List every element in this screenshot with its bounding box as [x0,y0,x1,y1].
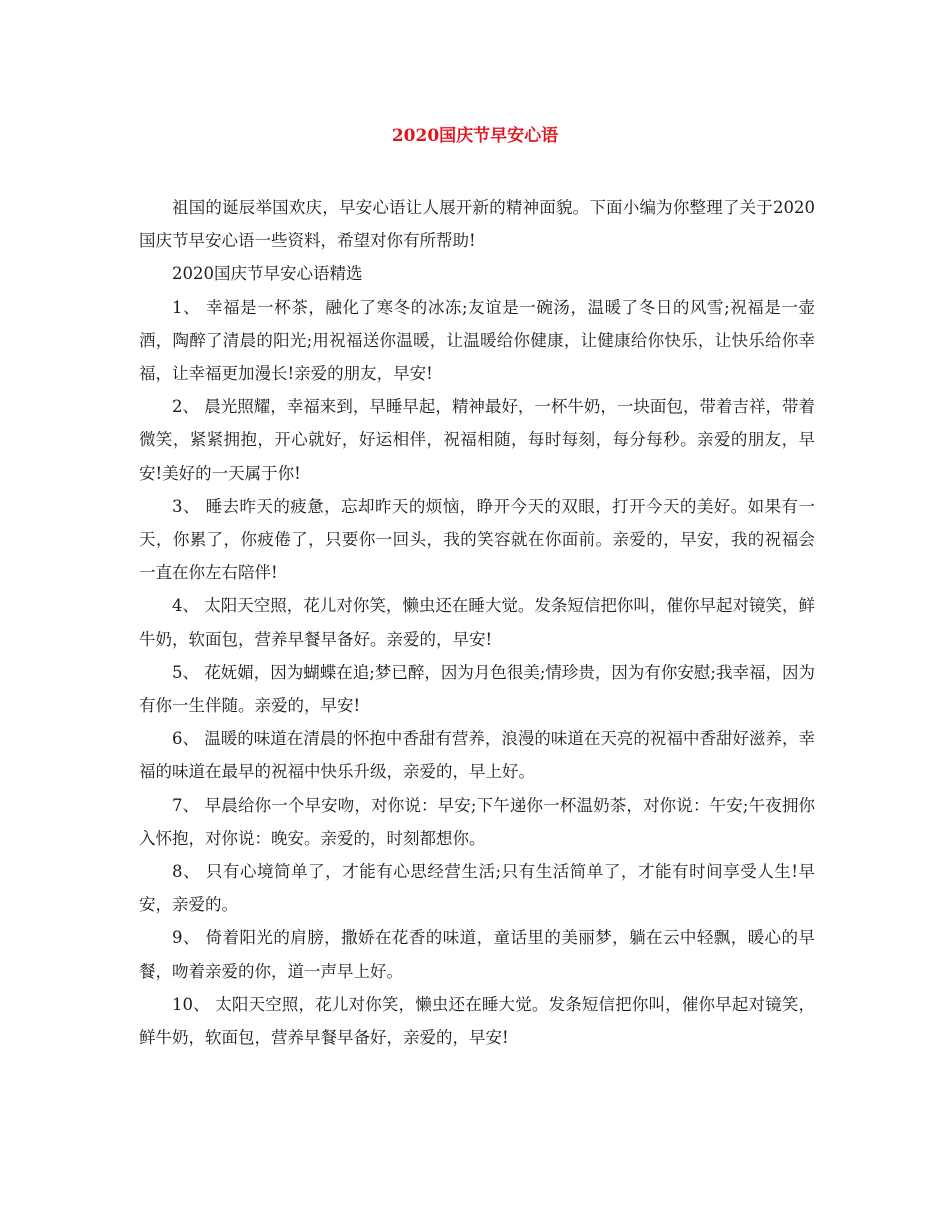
list-item: 4、 太阳天空照，花儿对你笑，懒虫还在睡大觉。发条短信把你叫，催你早起对镜笑，鲜牛奶，软面包，营养早餐早备好。亲爱的，早安! [139,596,815,649]
list-item: 5、 花妩媚，因为蝴蝶在追;梦已醉，因为月色很美;情珍贵，因为有你安慰;我幸福，因为有你一生伴随。亲爱的，早安! [139,662,815,716]
list-item: 6、 温暖的味道在清晨的怀抱中香甜有营养，浪漫的味道在天亮的祝福中香甜好滋养，幸福的味道在最早的祝福中快乐升级，亲爱的，早上好。 [139,729,815,782]
list-item: 9、 倚着阳光的肩膀，撒娇在花香的味道，童话里的美丽梦，躺在云中轻飘，暖心的早餐，吻着亲爱的你，道一声早上好。 [139,928,815,981]
list-item: 10、 太阳天空照，花儿对你笑，懒虫还在睡大觉。发条短信把你叫，催你早起对镜笑，鲜牛奶，软面包，营养早餐早备好，亲爱的，早安! [139,994,815,1048]
intro-paragraph: 祖国的诞辰举国欢庆，早安心语让人展开新的精神面貌。下面小编为你整理了关于2020国庆节早安心语一些资料，希望对你有所帮助! [139,198,815,251]
section-subtitle: 2020国庆节早安心语精选 [172,264,363,284]
list-item: 2、 晨光照耀，幸福来到，早睡早起，精神最好，一杯牛奶，一块面包，带着吉祥，带着微笑，紧紧拥抱，开心就好，好运相伴，祝福相随，每时每刻，每分每秒。亲爱的朋友，早安!美好的一天属于你! [139,397,815,483]
list-item: 1、 幸福是一杯茶，融化了寒冬的冰冻;友谊是一碗汤，温暖了冬日的风雪;祝福是一壶酒，陶醉了清晨的阳光;用祝福送你温暖，让温暖给你健康，让健康给你快乐，让快乐给你幸福，让幸福更加漫长!亲爱的朋友，早安! [139,297,815,384]
list-item: 3、 睡去昨天的疲惫，忘却昨天的烦恼，睁开今天的双眼，打开今天的美好。如果有一天，你累了，你疲倦了，只要你一回头，我的笑容就在你面前。亲爱的，早安，我的祝福会一直在你左右陪伴! [139,496,815,583]
list-item: 8、 只有心境简单了，才能有心思经营生活;只有生活简单了，才能有时间享受人生!早安，亲爱的。 [139,862,815,915]
document-title: 2020国庆节早安心语 [391,126,559,146]
document-body [139,191,815,1054]
list-item: 7、 早晨给你一个早安吻，对你说：早安;下午递你一杯温奶茶，对你说：午安;午夜拥你入怀抱，对你说：晚安。亲爱的，时刻都想你。 [139,795,815,848]
